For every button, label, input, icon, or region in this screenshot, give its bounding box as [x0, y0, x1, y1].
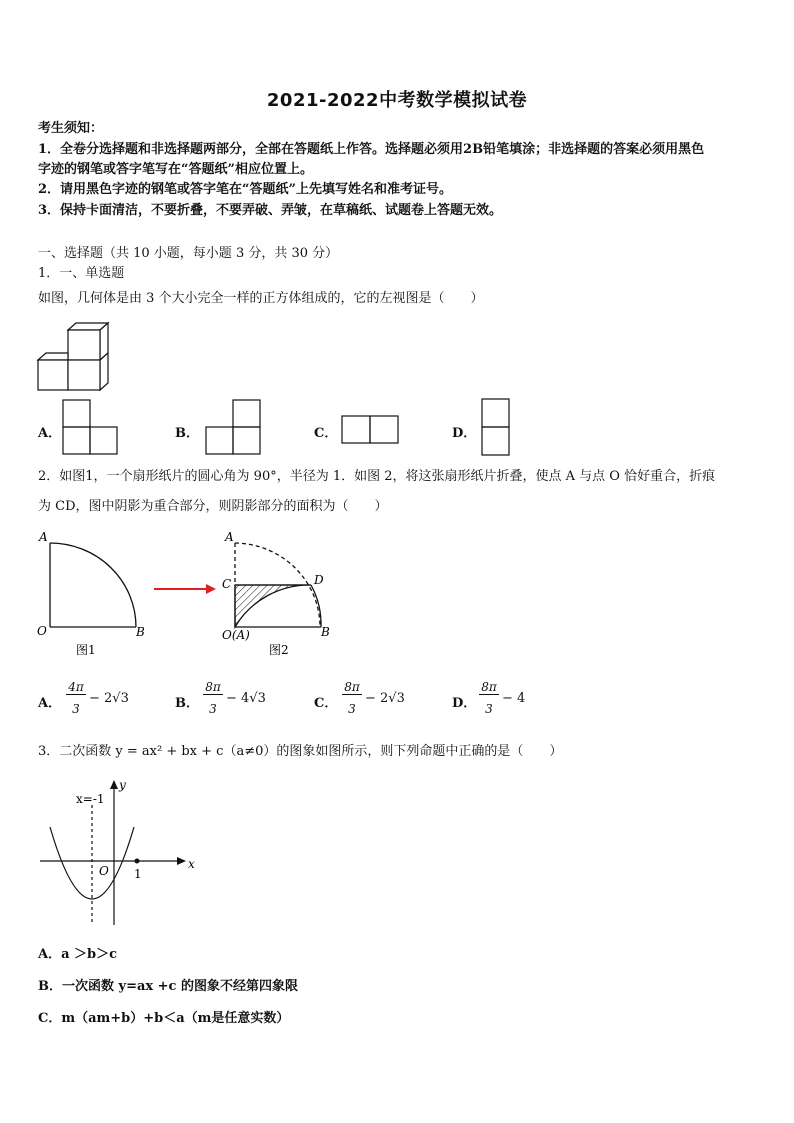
shaded-region	[235, 585, 311, 627]
q2-option-c-den: 3	[348, 702, 356, 716]
fig1-label-a: A	[39, 530, 48, 544]
notice-line-1: 1．全卷分选择题和非选择题两部分，全部在答题纸上作答。选择题必须用2B铅笔填涂；非选择题的答案必须用黑色	[38, 142, 705, 157]
notice-line-2: 字迹的钢笔或答字笔写在“答题纸”相应位置上。	[38, 162, 313, 177]
q2-option-d-rest: − 4	[502, 691, 526, 706]
fig2-label-d: D	[314, 573, 324, 587]
section-heading: 一、选择题（共 10 小题，每小题 3 分，共 30 分）	[38, 246, 339, 261]
q2-option-a-label[interactable]: A．	[38, 696, 62, 711]
q1-option-c-label[interactable]: C．	[314, 426, 338, 441]
q2-stem-line-2: 为 CD，图中阴影为重合部分，则阴影部分的面积为（ ）	[38, 499, 388, 514]
fig1-label-b: B	[136, 625, 145, 639]
q2-stem-line-1: 2．如图1，一个扇形纸片的圆心角为 90°，半径为 1．如图 2，将这张扇形纸片折叠，使点 A 与点 O 恰好重合，折痕	[38, 469, 716, 484]
q2-option-d-label[interactable]: D．	[452, 696, 477, 711]
q2-option-a-num: 4π	[66, 680, 86, 695]
q1-option-d-label[interactable]: D．	[452, 426, 477, 441]
q1-option-a-label[interactable]: A．	[38, 426, 62, 441]
graph-label-axis: x=-1	[76, 792, 105, 806]
graph-label-origin: O	[99, 864, 109, 878]
notice-line-3: 2．请用黑色字迹的钢笔或答字笔在“答题纸”上先填写姓名和准考证号。	[38, 182, 453, 197]
q2-option-b-num: 8π	[203, 680, 223, 695]
q2-figures	[30, 525, 350, 665]
fig2-label-oa: O(A)	[222, 628, 250, 642]
q2-option-d-den: 3	[485, 702, 493, 716]
q1-option-b-label[interactable]: B．	[175, 426, 199, 441]
notice-line-4: 3．保持卡面清洁，不要折叠，不要弄破、弄皱，在草稿纸、试题卷上答题无效。	[38, 203, 503, 218]
q3-parabola-graph	[36, 775, 206, 930]
graph-label-x: x	[188, 857, 195, 871]
fig2-label-a: A	[225, 530, 234, 544]
section-sub: 1．一、单选题	[38, 266, 125, 281]
graph-label-y: y	[119, 778, 126, 792]
q2-option-b-den: 3	[209, 702, 217, 716]
q1-stem: 如图，几何体是由 3 个大小完全一样的正方体组成的，它的左视图是（ ）	[38, 291, 484, 306]
q3-option-b[interactable]: B．一次函数 y=ax +c 的图象不经第四象限	[38, 979, 298, 994]
graph-label-one: 1	[134, 867, 142, 881]
q2-option-d-num: 8π	[479, 680, 499, 695]
q2-option-a-rest: − 2√3	[89, 691, 129, 706]
fig1-label-o: O	[37, 624, 47, 638]
q1-solid-figure	[36, 320, 112, 394]
q2-option-c-num: 8π	[342, 680, 362, 695]
red-arrow-head	[206, 584, 216, 594]
q2-option-c-rest: − 2√3	[365, 691, 405, 706]
page-title: 2021-2022中考数学模拟试卷	[266, 90, 528, 111]
fig1-caption: 图1	[76, 643, 96, 657]
q2-option-b-rest: − 4√3	[226, 691, 266, 706]
q2-option-c-label[interactable]: C．	[314, 696, 338, 711]
q2-option-a-den: 3	[72, 702, 80, 716]
q3-option-c[interactable]: C．m（am+b）+b＜a（m是任意实数）	[38, 1011, 290, 1026]
q3-stem: 3．二次函数 y = ax² + bx + c（a≠0）的图象如图所示，则下列命题中正确的是（ ）	[38, 744, 563, 759]
q1-option-a-figure[interactable]	[62, 399, 118, 455]
q1-option-b-figure[interactable]	[205, 399, 261, 455]
fig2-label-c: C	[222, 577, 232, 591]
fig2-caption: 图2	[269, 643, 289, 657]
q3-option-a[interactable]: A．a ＞b＞c	[38, 947, 118, 962]
fig2-label-b: B	[321, 625, 330, 639]
q1-option-c-figure[interactable]	[341, 415, 399, 445]
notice-heading: 考生须知：	[38, 121, 104, 136]
q2-option-b-label[interactable]: B．	[175, 696, 199, 711]
q1-option-d-figure[interactable]	[481, 398, 511, 456]
